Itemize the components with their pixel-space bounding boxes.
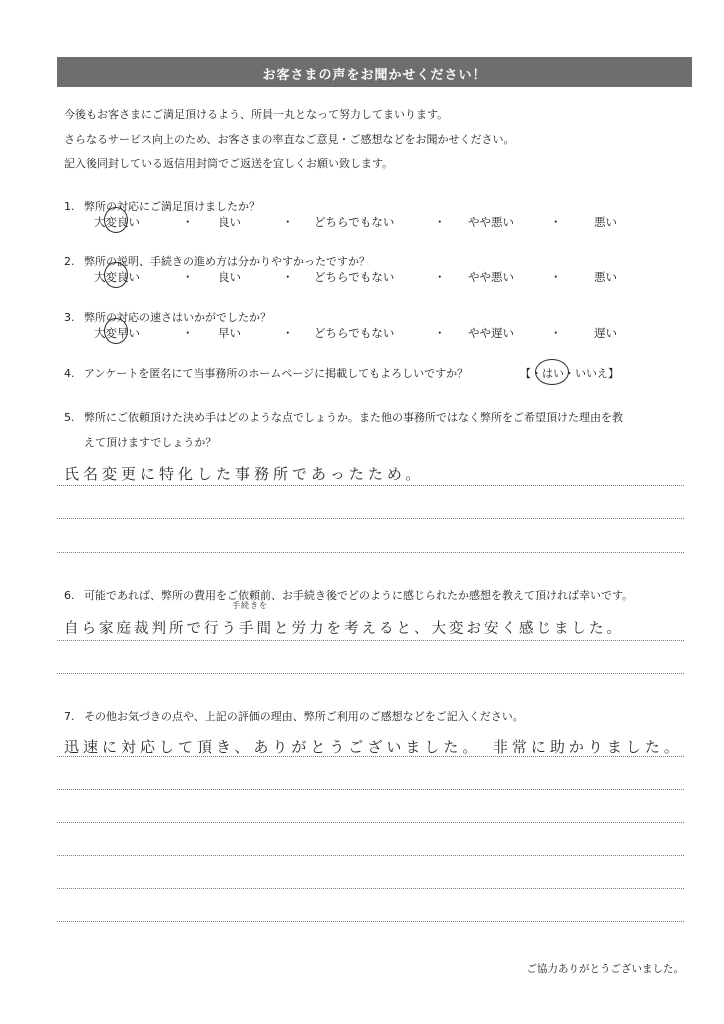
option-good[interactable]: 良い [218, 215, 241, 229]
question-number: 2. [64, 255, 75, 268]
option-separator: ・ [564, 367, 575, 380]
option-separator: ・ [182, 326, 194, 340]
question-number: 7. [64, 710, 75, 723]
option-somewhat-bad[interactable]: やや悪い [468, 215, 514, 229]
answer-line [57, 673, 684, 674]
option-neutral[interactable]: どちらでもない [314, 326, 395, 340]
option-no[interactable]: いいえ [575, 367, 608, 380]
question-text: 弊所の対応にご満足頂けましたか？ [84, 200, 260, 213]
question-number: 1. [64, 200, 75, 213]
option-fast[interactable]: 早い [218, 326, 241, 340]
answer-line [57, 789, 684, 790]
option-separator: ・ [434, 215, 446, 229]
question-text: 可能であれば、弊所の費用をご依頼前、お手続き後でどのように感じられたか感想を教えて頂ければ幸いです。 [84, 589, 634, 602]
option-separator: ・ [282, 270, 294, 284]
question-1 [64, 198, 260, 214]
handwritten-answer-7: 迅速に対応して頂き、ありがとうございました。 非常に助かりました。 [64, 738, 683, 756]
selection-circle [104, 318, 128, 344]
handwritten-insert: 手続きを [232, 601, 268, 610]
option-separator: ・ [550, 270, 562, 284]
question-text: 弊所の対応の速さはいかがでしたか？ [84, 311, 271, 324]
bracket-open: 【 [520, 367, 531, 380]
answer-line [57, 518, 684, 519]
answer-line [57, 485, 684, 486]
question-5-continued: えて頂けますでしょうか？ [84, 436, 217, 449]
option-separator: ・ [550, 215, 562, 229]
intro-line-3: 記入後同封している返信用封筒でご返送を宜しくお願い致します。 [64, 157, 394, 170]
intro-line-2: さらなるサービス向上のため、お客さまの率直なご意見・ご感想などをお聞かせください。 [64, 133, 515, 146]
question-7 [64, 708, 524, 724]
header-bar [57, 57, 692, 87]
answer-line [57, 756, 684, 757]
selection-circle [104, 262, 128, 288]
intro-line-1: 今後もお客さまにご満足頂けるよう、所員一丸となって努力してまいります。 [64, 108, 449, 121]
question-text: 弊所の説明、手続きの進め方は分かりやすかったですか？ [84, 255, 370, 268]
option-very-good[interactable]: 大変良い [94, 270, 140, 284]
answer-line [57, 888, 684, 889]
option-very-good[interactable]: 大変良い [94, 215, 140, 229]
option-yes[interactable]: はい [542, 367, 564, 380]
handwritten-answer-5: 氏名変更に特化した事務所であったため。 [64, 465, 425, 483]
answer-line [57, 855, 684, 856]
question-4 [64, 365, 468, 381]
option-very-fast[interactable]: 大変早い [94, 326, 140, 340]
question-text: 弊所にご依頼頂けた決め手はどのような点でしょうか。また他の事務所ではなく弊所をご希望頂けた理由を教 [84, 411, 623, 424]
question-5 [64, 409, 623, 425]
option-bad[interactable]: 悪い [594, 270, 617, 284]
question-number: 3. [64, 311, 75, 324]
option-separator: ・ [531, 367, 542, 380]
question-number: 5. [64, 411, 75, 424]
option-somewhat-bad[interactable]: やや悪い [468, 270, 514, 284]
bracket-close: 】 [608, 367, 619, 380]
option-somewhat-slow[interactable]: やや遅い [468, 326, 514, 340]
question-3 [64, 309, 271, 325]
option-separator: ・ [282, 215, 294, 229]
option-bad[interactable]: 悪い [594, 215, 617, 229]
selection-circle [104, 207, 128, 233]
option-slow[interactable]: 遅い [594, 326, 617, 340]
answer-line [57, 640, 684, 641]
question-6 [64, 587, 633, 603]
option-separator: ・ [182, 270, 194, 284]
option-separator: ・ [282, 326, 294, 340]
answer-line [57, 552, 684, 553]
question-number: 6. [64, 589, 75, 602]
answer-line [57, 921, 684, 922]
question-number: 4. [64, 367, 75, 380]
option-separator: ・ [550, 326, 562, 340]
option-neutral[interactable]: どちらでもない [314, 215, 395, 229]
option-separator: ・ [434, 326, 446, 340]
option-separator: ・ [434, 270, 446, 284]
answer-line [57, 822, 684, 823]
question-text: アンケートを匿名にて当事務所のホームページに掲載してもよろしいですか？ [84, 367, 469, 380]
option-good[interactable]: 良い [218, 270, 241, 284]
option-separator: ・ [182, 215, 194, 229]
handwritten-answer-6: 自ら家庭裁判所で行う手間と労力を考えると、大変お安く感じました。 [64, 621, 624, 637]
option-neutral[interactable]: どちらでもない [314, 270, 395, 284]
closing-thanks: ご協力ありがとうございました。 [526, 963, 684, 975]
question-text: その他お気づきの点や、上記の評価の理由、弊所ご利用のご感想などをご記入ください。 [84, 710, 524, 723]
page-title: お客さまの声をお聞かせください！ [262, 68, 487, 83]
selection-circle [535, 359, 569, 385]
